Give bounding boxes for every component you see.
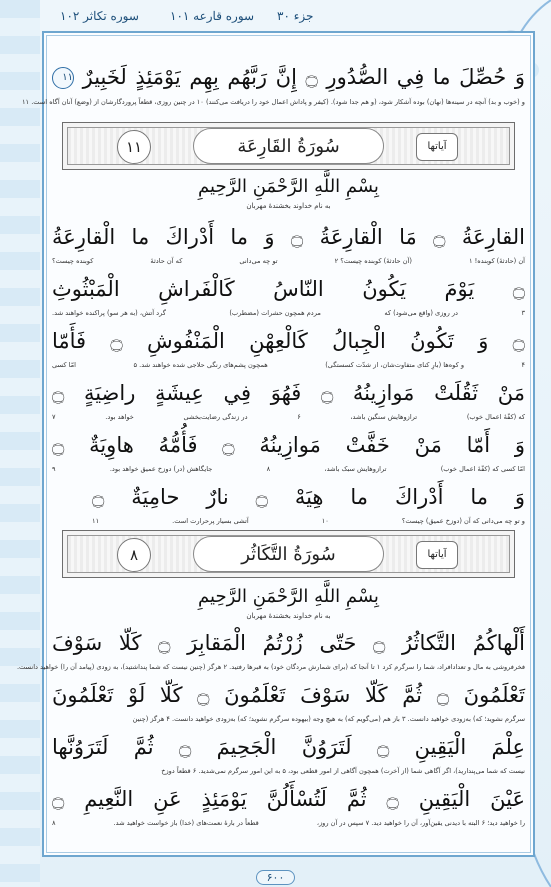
translation-line: نیست که شما می‌پندارید)، اگر آگاهی شما (از آخرت) همچون آگاهی از امور قطعی بود، ۵ به این امور سرگرم نمی‌شدید. ۶ قطعاً دوزخ xyxy=(161,767,525,775)
ayah-line xyxy=(52,222,525,252)
surah-label-right: سوره قارعه ۱۰۱ xyxy=(170,9,255,23)
ayah-line xyxy=(52,274,525,304)
ayah-line xyxy=(52,784,525,814)
translation-segment: و کوه‌ها (بارِ کنای متفاوت‌شان، از شدّت کسستگی) xyxy=(325,361,465,369)
translation-segment: ترازوهایش سبک باشد، xyxy=(324,465,387,473)
ayah-number: ۱۱ xyxy=(52,67,74,89)
bismillah-translation: به نام خداوند بخشندهٔ مهربان xyxy=(246,202,331,210)
translation-segment: مردم همچون حشرات (مضطرب) xyxy=(229,309,321,317)
translation-segment: ترازوهایش سنگین باشد، xyxy=(350,413,418,421)
ayah-text: وَ ما أَدْراكَ ما هِيَهْ ۝ نارٌ حامِيَةٌ ۝ xyxy=(92,485,526,509)
translation-segment: در زندگی رضایت‌بخشی xyxy=(183,413,248,421)
ayah-text: عَيْنَ الْيَقِينِ ۝ ثُمَّ لَتُسْأَلُنَّ يَوْمَئِذٍ عَنِ النَّعِيمِ ۝ xyxy=(52,787,525,811)
ayah-text: ۝ وَ تَكُونُ الْجِبالُ كَالْعِهْنِ الْمَنْفُوشِ ۝ فَأَمّا xyxy=(52,329,525,353)
translation-segment: در روزی (واقع می‌شود) که xyxy=(384,309,458,317)
translation-line xyxy=(52,256,525,266)
translation-segment: تو چه می‌دانی xyxy=(239,257,278,265)
ayah-line xyxy=(52,628,525,658)
ayah-text: وَ حُصِّلَ ما فِي الصُّدُورِ ۝ إِنَّ رَبَّهُم بِهِم يَوْمَئِذٍ لَخَبِيرٌ xyxy=(82,65,525,89)
translation-segment: ۶ xyxy=(297,413,301,421)
translation-line xyxy=(52,412,525,422)
translation-segment: امّا کسی xyxy=(52,361,77,369)
ayat-label: آیاتها xyxy=(416,541,458,569)
translation-segment: ۹ xyxy=(52,465,56,473)
translation-segment: ۷ xyxy=(52,413,56,421)
left-floral-border xyxy=(0,0,40,887)
translation-segment: ۳ xyxy=(521,309,525,317)
page-header xyxy=(0,0,551,30)
translation-line: و (خوب و بد) آنچه در سینه‌ها (نهان) بوده آشکار شود، (و هم جدا شود). (کیفر و پاداش اعمال خود را دریافت می‌کنند) ۱۰ در چنین روزی، قطعاً پروردگارشان از (وضع) آنان آگاه است. ۱۱ xyxy=(22,98,525,106)
translation-segment: که آن حادثهٔ xyxy=(150,257,183,265)
surah-title: سُورَةُ القَارِعَة xyxy=(193,128,384,164)
translation-segment: امّا کسی که (کفّهٔ اعمال خوب) xyxy=(440,465,525,473)
page-number: ۶۰۰ xyxy=(256,870,296,885)
ayah-line xyxy=(52,482,525,512)
translation-segment: جایگاهش (در) دوزخ عمیق خواهد بود. xyxy=(109,465,213,473)
surah-label-left: سوره تکاثر ۱۰۲ xyxy=(60,9,139,23)
ayah-line xyxy=(52,378,525,408)
ayah-text: وَ أَمّا مَنْ خَفَّتْ مَوازِينُهُ ۝ فَأُمُّهُ هاوِيَةٌ ۝ xyxy=(52,433,525,457)
translation-segment: و تو چه می‌دانی که آن (دوزخ عمیق) چیست؟ xyxy=(401,517,525,525)
ayat-label: آیاتها xyxy=(416,133,458,161)
translation-segment: همچون پشم‌های رنگی حلاجی شده خواهند شد. ۵ xyxy=(133,361,268,369)
translation-segment: قطعاً در بارهٔ نعمت‌های (خدا) باز خواست خواهید شد. xyxy=(113,819,259,827)
ayah-text: أَلْهاكُمُ التَّكاثُرُ ۝ حَتّى زُرْتُمُ الْمَقابِرَ ۝ كَلّا سَوْفَ xyxy=(52,631,525,655)
translation-line: فخرفروشی به مال و تعدادافراد، شما را سرگرم کرد ۱ تا آنجا که (برای شمارش مردگان خود) به قبرها رفتید. ۲ هرگز (چنین نیست که شما پنداشتید)، به زودی (پیامد آن را) خواهید دانست. xyxy=(16,663,525,671)
ayah-line xyxy=(52,62,525,92)
ayah-text: عِلْمَ الْيَقِينِ ۝ لَتَرَوُنَّ الْجَحِيمَ ۝ ثُمَّ لَتَرَوُنَّها xyxy=(52,735,525,759)
juz-label: جزء ۳۰ xyxy=(277,9,314,23)
translation-segment: گرد آتش، (به هر سو) پراکنده خواهند شد. xyxy=(52,309,166,317)
translation-segment: ۴ xyxy=(521,361,525,369)
ayah-line xyxy=(52,326,525,356)
translation-segment: را خواهید دید؛ ۶ البته با دیدنی یقین‌آور، آن را خواهید دید. ۷ سپس در آن روز، xyxy=(316,819,525,827)
ayah-text: تَعْلَمُونَ ۝ ثُمَّ كَلّا سَوْفَ تَعْلَمُونَ ۝ كَلّا لَوْ تَعْلَمُونَ xyxy=(52,683,526,707)
translation-line xyxy=(52,818,525,828)
ayat-count: ۸ xyxy=(117,538,151,572)
ayah-text: ۝ يَوْمَ يَكُونُ النّاسُ كَالْفَراشِ الْمَبْثُوثِ xyxy=(52,277,525,301)
translation-line: سرگرم نشوید؛ که) به‌زودی خواهید دانست. ۳ باز هم (می‌گویم که) به هیچ وجه (بیهوده سرگرم نشوید؛ که) به‌زودی خواهید دانست. ۴ هرگز (چنین xyxy=(132,715,525,723)
surah-banner xyxy=(62,122,515,170)
ayah-line xyxy=(52,732,525,762)
ayah-text: مَنْ ثَقُلَتْ مَوازِينُهُ ۝ فَهُوَ فِي عِيشَةٍ راضِيَةٍ ۝ xyxy=(52,381,525,405)
translation-segment: ۸ xyxy=(52,819,56,827)
translation-line xyxy=(52,464,525,474)
translation-line xyxy=(52,516,525,526)
ayah-text: القارِعَةُ ۝ مَا الْقارِعَةُ ۝ وَ ما أَدْراكَ ما الْقارِعَةُ xyxy=(52,225,525,249)
ayah-line xyxy=(52,680,525,710)
translation-line xyxy=(52,360,525,370)
page-footer xyxy=(0,866,551,885)
translation-segment: که (کفّهٔ اعمال خوب) xyxy=(466,413,525,421)
translation-segment: آن (حادثهٔ) کوبنده! ۱ xyxy=(469,257,525,265)
translation-segment: ۸ xyxy=(266,465,271,473)
surah-banner xyxy=(62,530,515,578)
ayah-line xyxy=(52,430,525,460)
bismillah: بِسْمِ اللَّهِ الرَّحْمَنِ الرَّحِيمِ xyxy=(198,176,379,197)
translation-line xyxy=(52,308,525,318)
ayat-count: ۱۱ xyxy=(117,130,151,164)
translation-segment: ۱۰ xyxy=(321,517,329,525)
translation-segment: خواهد بود. xyxy=(105,413,134,421)
translation-segment: (آن حادثهٔ) کوبنده چیست؟ ۲ xyxy=(334,257,412,265)
translation-segment: کوبنده چیست؟ xyxy=(52,257,94,265)
page-content xyxy=(16,40,526,850)
translation-segment: ۱۱ xyxy=(92,517,100,525)
bismillah-translation: به نام خداوند بخشندهٔ مهربان xyxy=(246,612,331,620)
translation-segment: آتشی بسیار پرحرارت است. xyxy=(172,517,249,525)
bismillah: بِسْمِ اللَّهِ الرَّحْمَنِ الرَّحِيمِ xyxy=(198,586,379,607)
surah-title: سُورَةُ التَّكَاثُر xyxy=(193,536,384,572)
